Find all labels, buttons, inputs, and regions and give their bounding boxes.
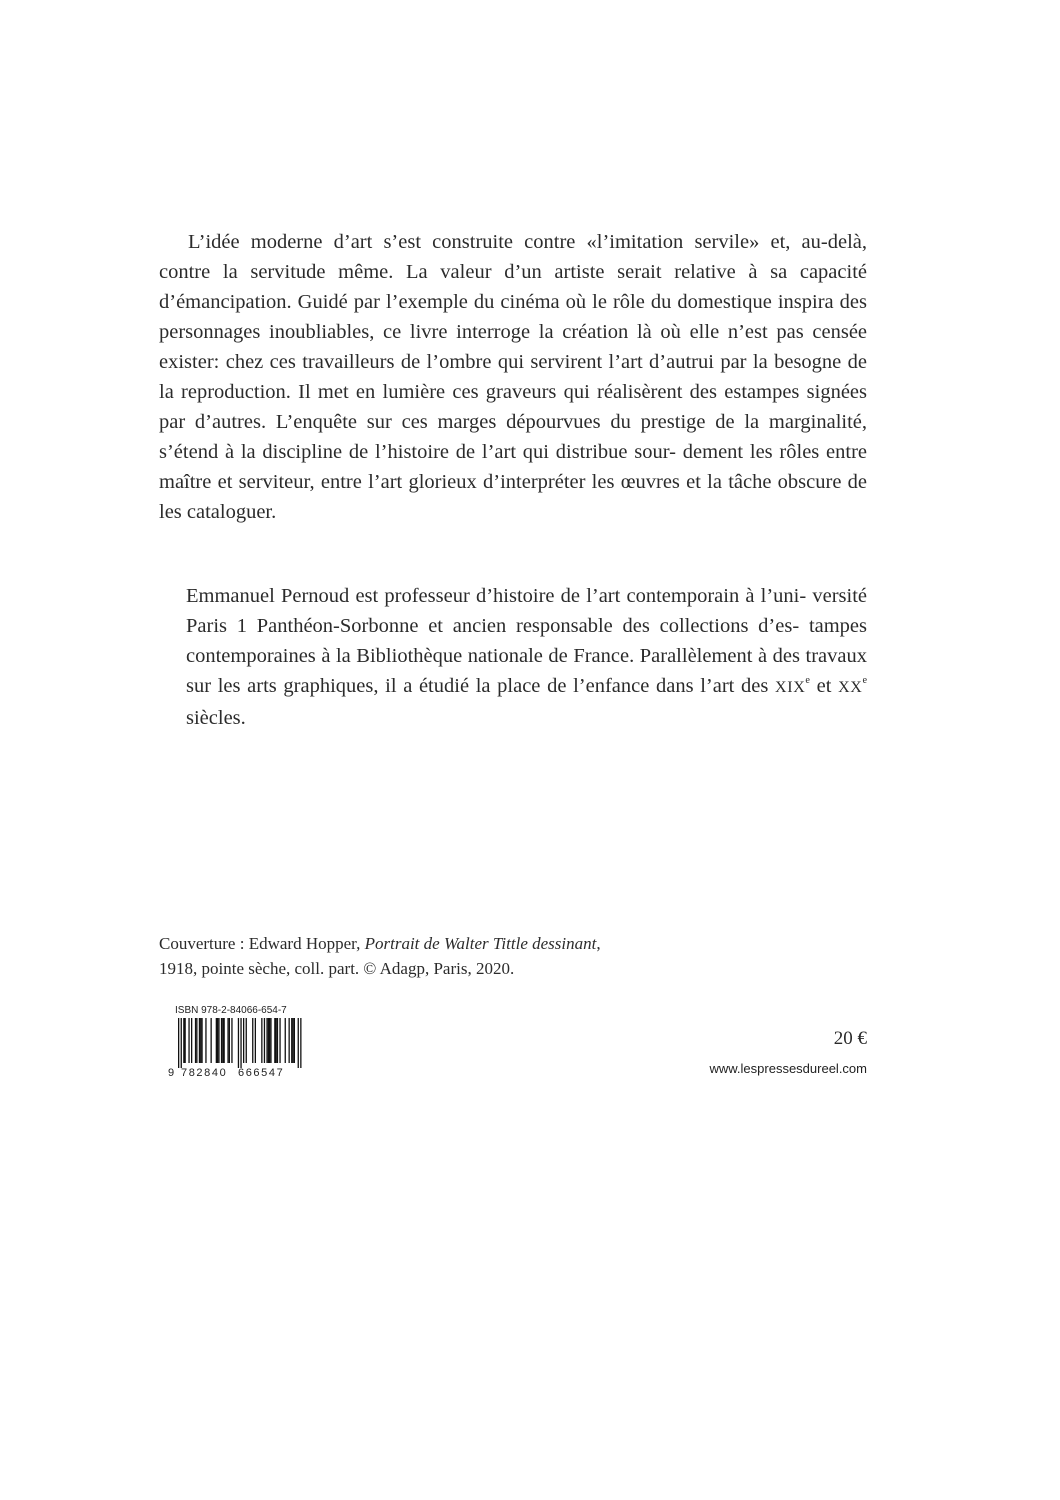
barcode-bar — [266, 1018, 267, 1063]
barcode-bar — [277, 1018, 278, 1063]
blurb-line: dement les rôles entre maître et serviteur, entre l’art glorieux d’interpréter les — [159, 441, 868, 493]
barcode-bar — [218, 1018, 219, 1063]
bio-line: tampes contemporaines à la Bibliothèque nationale de France. Parallèlement — [186, 615, 868, 667]
blurb-line: L’idée moderne d’art s’est construite contre «l’imitation servile» et, au-delà, — [188, 231, 867, 253]
barcode-bar — [195, 1018, 196, 1063]
credit-work-title: Portrait de Walter Tittle dessinant — [364, 934, 597, 953]
barcode-bar — [285, 1018, 286, 1063]
credit-details: 1918, pointe sèche, coll. part. © Adagp, Paris, 2020. — [159, 959, 515, 978]
barcode-bar — [264, 1018, 265, 1063]
barcode-right-digits: 666547 — [238, 1067, 285, 1078]
century-numeral: XIX — [775, 679, 806, 696]
barcode-bar — [279, 1018, 280, 1063]
barcode-bar — [270, 1018, 271, 1063]
barcode-bar — [191, 1018, 192, 1063]
barcode-bar — [261, 1018, 262, 1063]
barcode-bar — [211, 1018, 212, 1063]
blurb-line: œuvres et la tâche obscure de les cataloguer. — [159, 471, 868, 523]
publisher-website: www.lespressesdureel.com — [709, 1061, 867, 1076]
barcode-bar — [201, 1018, 202, 1063]
barcode-bar — [224, 1018, 225, 1063]
barcode-icon — [167, 1018, 307, 1078]
bio-line: Emmanuel Pernoud est professeur d’histoire de l’art contemporain à l’uni- — [186, 585, 807, 607]
barcode-bar — [276, 1018, 277, 1063]
isbn-barcode — [167, 1002, 307, 1078]
barcode-bar — [294, 1018, 295, 1063]
barcode-bar — [246, 1018, 247, 1063]
barcode-first-digit: 9 — [168, 1067, 175, 1078]
barcode-bar — [183, 1018, 184, 1063]
back-cover-blurb — [159, 227, 867, 527]
barcode-bar — [292, 1018, 293, 1063]
barcode-bar — [255, 1018, 256, 1063]
barcode-bar — [274, 1018, 275, 1063]
barcode-bar — [298, 1018, 299, 1068]
bio-line: à des travaux sur les arts graphiques, il a étudié la place de l’enfance dans l’art — [186, 645, 867, 697]
barcode-bar — [291, 1018, 292, 1063]
barcode-bar — [229, 1018, 230, 1063]
barcode-bar — [300, 1018, 301, 1068]
blurb-line: besogne de la reproduction. Il met en lumière ces graveurs qui réalisèrent des — [159, 351, 868, 403]
blurb-line: d’émancipation. Guidé par l’exemple du cinéma où le rôle du domestique inspira — [159, 291, 834, 313]
price: 20 € — [833, 1028, 867, 1049]
barcode-bar — [200, 1018, 201, 1063]
author-bio — [186, 581, 867, 733]
barcode-bar — [269, 1018, 270, 1063]
barcode-bar — [217, 1018, 218, 1063]
credit-comma: , — [596, 934, 601, 953]
barcode-bar — [240, 1018, 241, 1068]
bio-word: et — [816, 675, 832, 697]
isbn-label: ISBN 978-2-84066-654-7 — [175, 1005, 287, 1016]
blurb-line: de la marginalité, s’étend à la discipline de l’histoire de l’art qui distribue sour- — [159, 411, 867, 463]
barcode-bar — [231, 1018, 232, 1063]
blurb-line: des personnages inoubliables, ce livre interroge la création là où elle n’est pas — [159, 291, 867, 343]
ordinal-sup: e — [862, 674, 868, 686]
credit-prefix: Couverture : Edward Hopper, — [159, 934, 361, 953]
bio-line: versité Paris 1 Panthéon-Sorbonne et ancien responsable des collections d’es- — [186, 585, 868, 637]
barcode-bar — [178, 1018, 179, 1068]
blurb-line: censée exister: chez ces travailleurs de l’ombre qui servirent l’art d’autrui par la — [159, 321, 868, 373]
blurb-line: contre la servitude même. La valeur d’un artiste serait relative à sa capacité — [159, 261, 867, 283]
century-numeral: XX — [838, 679, 863, 696]
barcode-bar — [216, 1018, 217, 1063]
barcode-bar — [238, 1018, 239, 1068]
ordinal-sup: e — [805, 674, 810, 686]
barcode-bar — [181, 1018, 182, 1068]
barcode-bar — [188, 1018, 189, 1063]
barcode-left-digits: 782840 — [181, 1067, 228, 1078]
barcode-bar — [227, 1018, 228, 1063]
bio-word: siècles. — [186, 707, 246, 729]
barcode-bar — [185, 1018, 186, 1063]
barcode-bar — [221, 1018, 222, 1063]
cover-credit — [159, 931, 779, 981]
barcode-bar — [196, 1018, 197, 1063]
blurb-line: estampes signées par d’autres. L’enquête sur ces marges dépourvues du prestige — [159, 381, 867, 433]
barcode-bar — [222, 1018, 223, 1063]
bio-word: des — [741, 675, 769, 697]
barcode-bar — [205, 1018, 206, 1063]
barcode-bar — [252, 1018, 253, 1063]
barcode-bars — [178, 1018, 302, 1068]
barcode-bar — [243, 1018, 244, 1063]
barcode-bar — [199, 1018, 200, 1063]
barcode-bar — [289, 1018, 290, 1063]
barcode-bar — [268, 1018, 269, 1063]
